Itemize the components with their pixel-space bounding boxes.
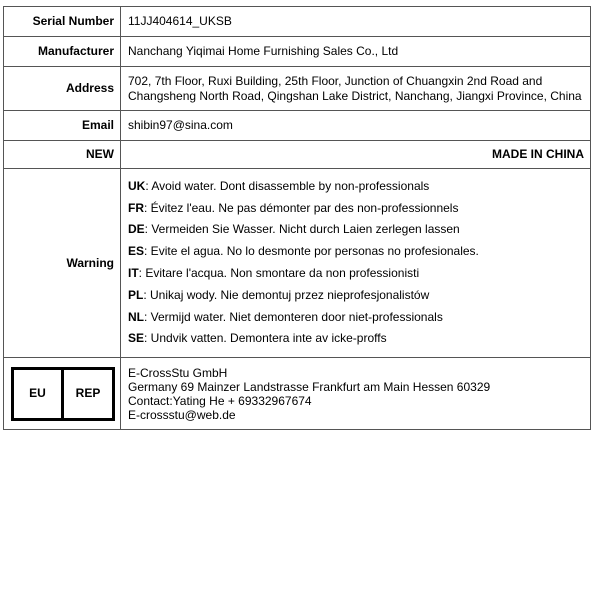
warning-text: : Evite el agua. No lo desmonte por personas no profesionales.	[144, 244, 479, 259]
address-line-2: Changsheng North Road, Qingshan Lake District, Nanchang, Jiangxi Province, China	[128, 88, 582, 103]
warning-text: : Evitare l'acqua. Non smontare da non professionisti	[138, 266, 420, 280]
warning-lang: PL	[128, 287, 144, 302]
eu-rep-details	[121, 358, 591, 430]
eu-rep-company: E-CrossStu GmbH	[128, 365, 228, 380]
warning-item-nl	[128, 307, 584, 329]
eu-rep-address: Germany 69 Mainzer Landstrasse Frankfurt am Main Hessen 60329	[128, 379, 491, 394]
eu-rep-badge-cell	[4, 358, 121, 430]
manufacturer-value: Nanchang Yiqimai Home Furnishing Sales Co., Ltd	[121, 37, 591, 67]
warning-lang: IT	[128, 266, 139, 280]
warning-row	[4, 169, 591, 358]
eu-rep-badge-rep: REP	[75, 386, 101, 400]
address-row	[4, 67, 591, 111]
warning-text: : Undvik vatten. Demontera inte av icke-proffs	[144, 331, 387, 346]
warning-text: : Unikaj wody. Nie demontuj przez nieprofesjonalistów	[143, 287, 430, 302]
warning-item-se	[128, 328, 584, 350]
eu-rep-contact: Contact:Yating He + 69332967674	[128, 393, 312, 408]
warning-lang: NL	[128, 309, 144, 324]
warning-list	[128, 176, 584, 350]
manufacturer-label: Manufacturer	[4, 37, 121, 67]
serial-value: 11JJ404614_UKSB	[121, 7, 591, 37]
eu-rep-email: E-crossstu@web.de	[128, 407, 236, 422]
email-label: Email	[4, 111, 121, 141]
email-row	[4, 111, 591, 141]
warning-text: : Avoid water. Dont disassemble by non-professionals	[145, 178, 430, 193]
warning-item-fr	[128, 198, 584, 220]
warning-label: Warning	[4, 169, 121, 358]
condition-label: NEW	[4, 141, 121, 169]
warning-text: : Vermeiden Sie Wasser. Nicht durch Laien zerlegen lassen	[144, 222, 460, 237]
warning-text: : Vermijd water. Niet demonteren door niet-professionals	[144, 309, 443, 324]
warning-item-uk	[128, 176, 584, 198]
warning-value	[121, 169, 591, 358]
serial-label: Serial Number	[4, 7, 121, 37]
manufacturer-row	[4, 37, 591, 67]
warning-item-it	[128, 263, 584, 285]
warning-item-pl	[128, 285, 584, 307]
address-line-1: 702, 7th Floor, Ruxi Building, 25th Floor, Junction of Chuangxin 2nd Road and	[128, 73, 543, 88]
origin-value: MADE IN CHINA	[121, 141, 591, 169]
address-value	[121, 67, 591, 111]
eu-rep-badge	[11, 367, 115, 421]
serial-row	[4, 7, 591, 37]
warning-item-es	[128, 241, 584, 263]
warning-lang: ES	[128, 244, 145, 259]
origin-row	[4, 141, 591, 169]
warning-text: : Évitez l'eau. Ne pas démonter par des non-professionnels	[144, 200, 459, 215]
warning-lang: DE	[128, 222, 145, 237]
warning-item-de	[128, 219, 584, 241]
address-label: Address	[4, 67, 121, 111]
warning-lang: FR	[128, 200, 144, 215]
product-label-table	[3, 6, 591, 430]
warning-lang: SE	[128, 331, 145, 346]
warning-lang: UK	[128, 178, 146, 193]
eu-rep-row	[4, 358, 591, 430]
email-value: shibin97@sina.com	[121, 111, 591, 141]
eu-rep-badge-eu: EU	[14, 370, 64, 418]
